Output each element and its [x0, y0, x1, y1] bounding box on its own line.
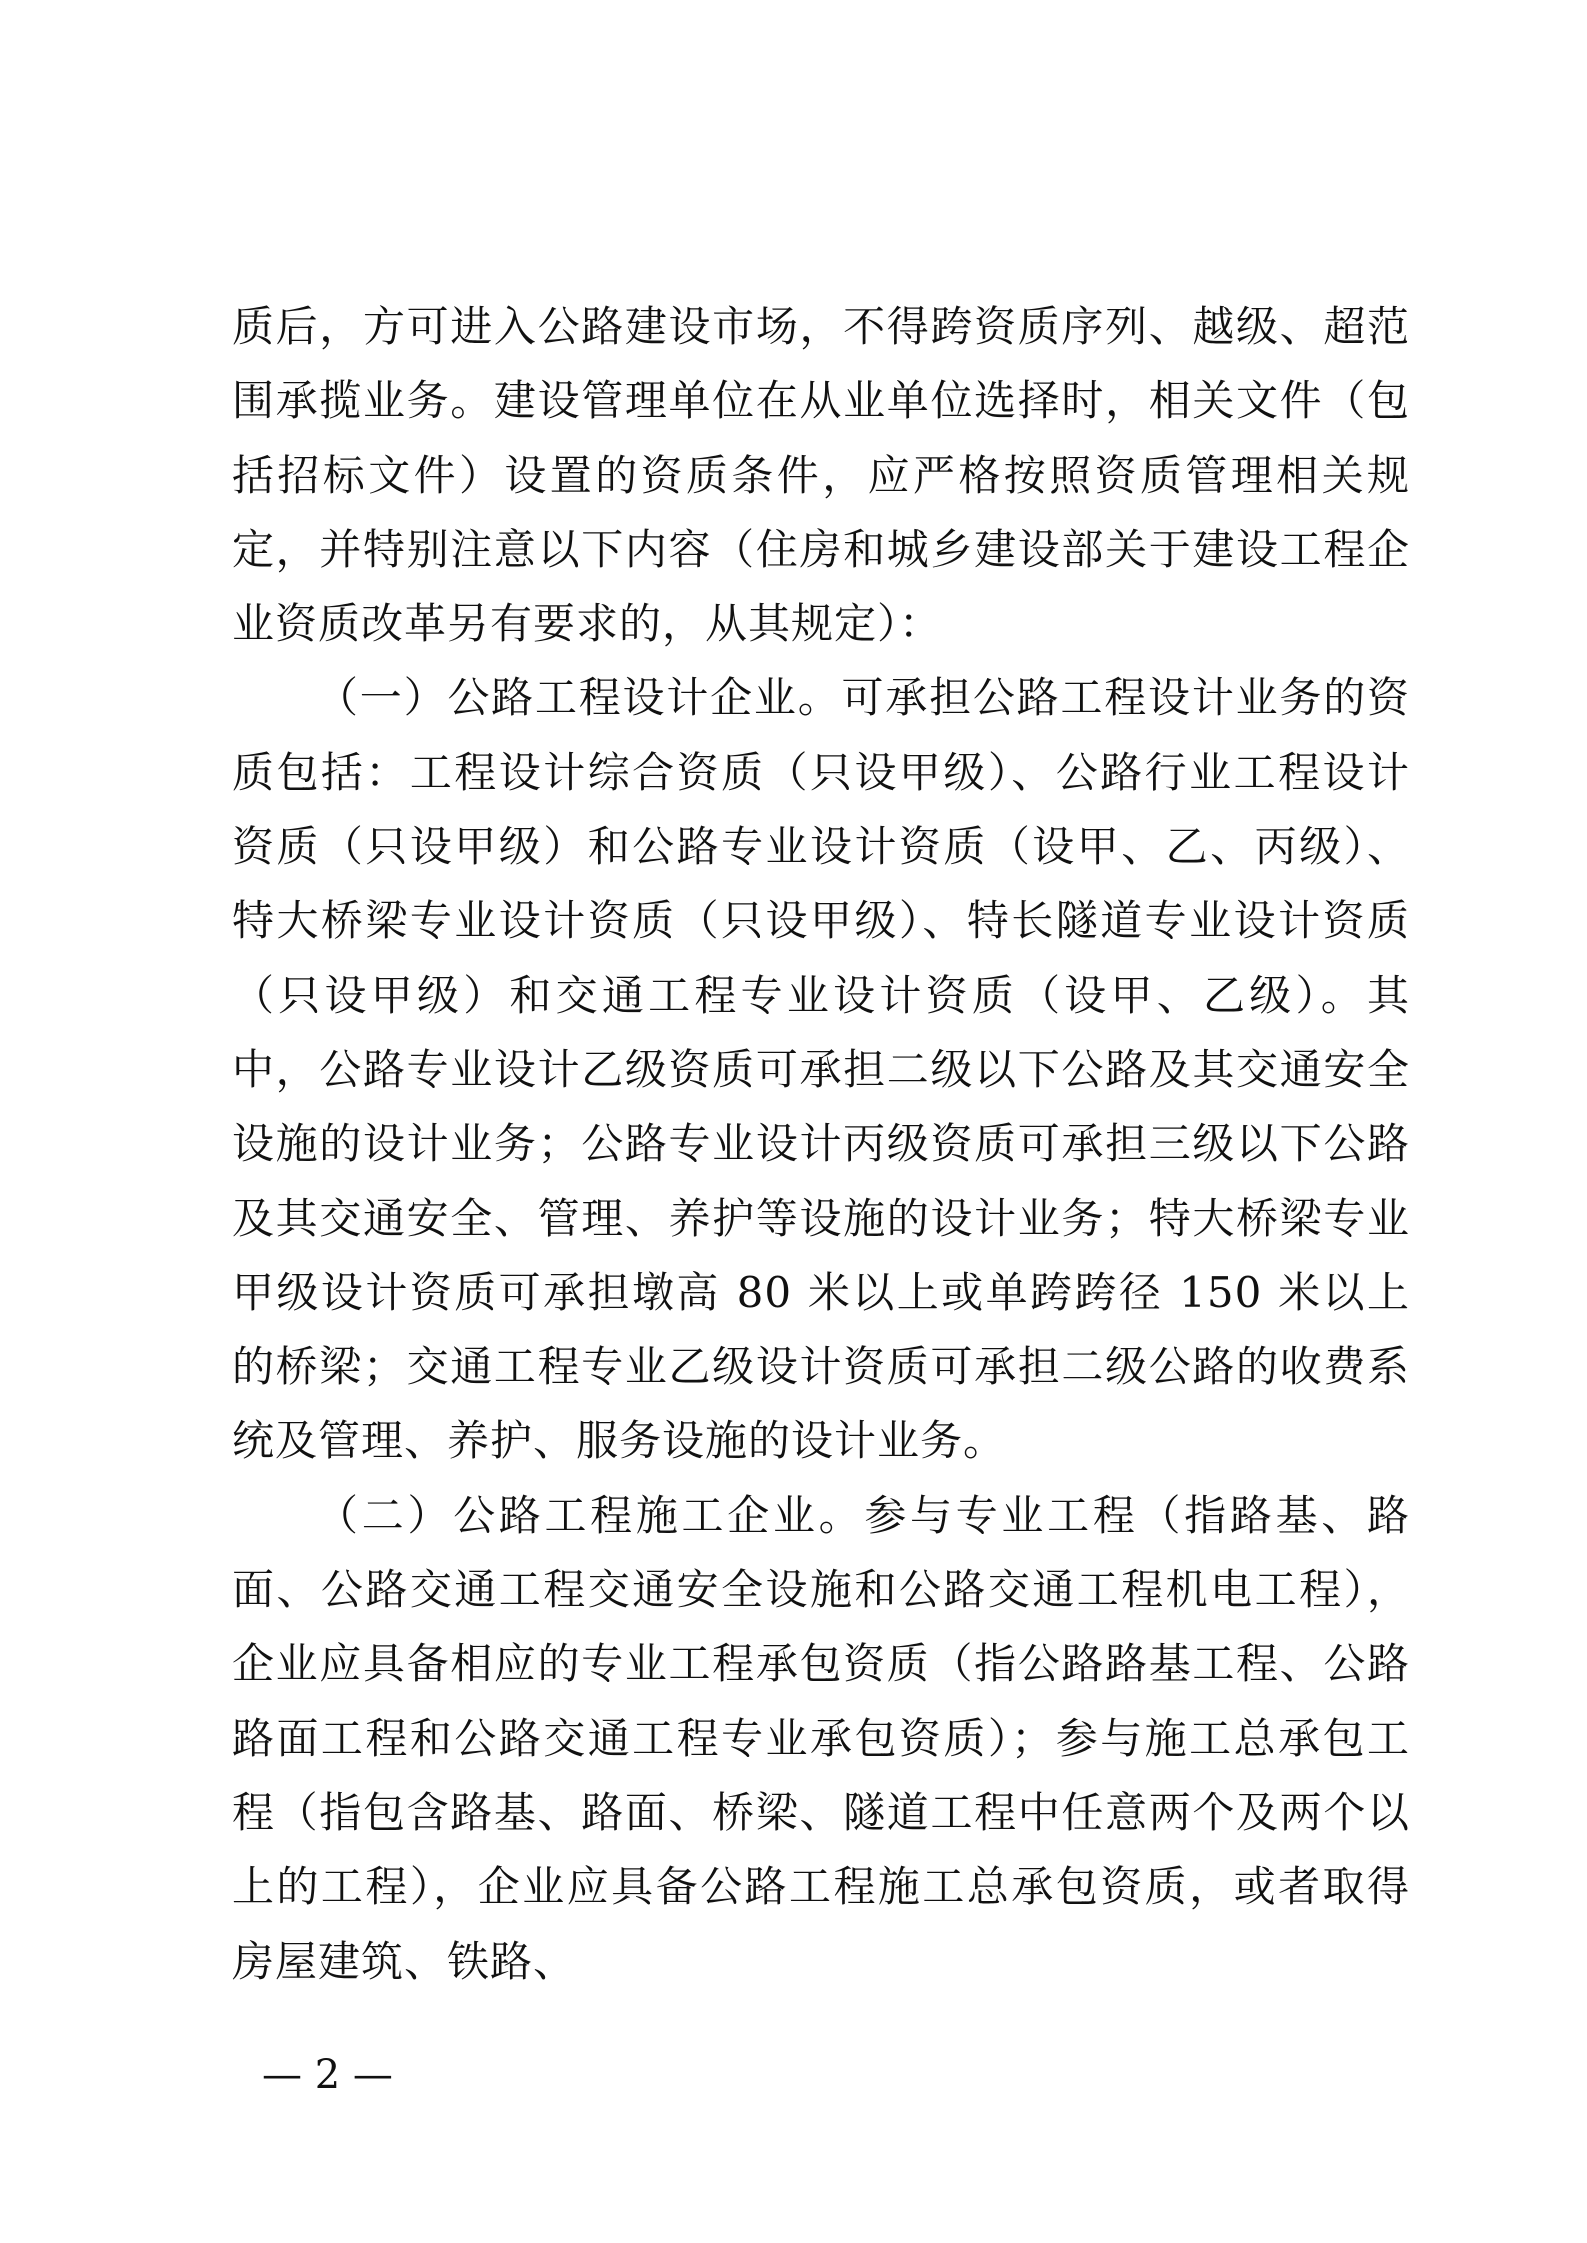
paragraph-continuation: 质后，方可进入公路建设市场，不得跨资质序列、越级、超范围承揽业务。建设管理单位在从业单位选择时，相关文件（包括招标文件）设置的资质条件，应严格按照资质管理相关规定，并特别注意以下内容（住房和城乡建设部关于建设工程企业资质改革另有要求的，从其规定）：	[232, 302, 1410, 649]
paragraph-design-enterprise: （一）公路工程设计企业。可承担公路工程设计业务的资质包括：工程设计综合资质（只设甲级）、公路行业工程设计资质（只设甲级）和公路专业设计资质（设甲、乙、丙级）、特大桥梁专业设计资质（只设甲级）、特长隧道专业设计资质（只设甲级）和交通工程专业设计资质（设甲、乙级）。其中，公路专业设计乙级资质可承担二级以下公路及其交通安全设施的设计业务；公路专业设计丙级资质可承担三级以下公路及其交通安全、管理、养护等设施的设计业务；特大桥梁专业甲级设计资质可承担墩高 80 米以上或单跨跨径 150 米以上的桥梁；交通工程专业乙级设计资质可承担二级公路的收费系统及管理、养护、服务设施的设计业务。	[232, 673, 1410, 1466]
body-text	[232, 290, 1410, 1999]
page-number: — 2 —	[262, 2052, 393, 2098]
paragraph-construction-enterprise: （二）公路工程施工企业。参与专业工程（指路基、路面、公路交通工程交通安全设施和公路交通工程机电工程），企业应具备相应的专业工程承包资质（指公路路基工程、公路路面工程和公路交通工程专业承包资质）；参与施工总承包工程（指包含路基、路面、桥梁、隧道工程中任意两个及两个以上的工程），企业应具备公路工程施工总承包资质，或者取得房屋建筑、铁路、	[232, 1490, 1410, 1986]
